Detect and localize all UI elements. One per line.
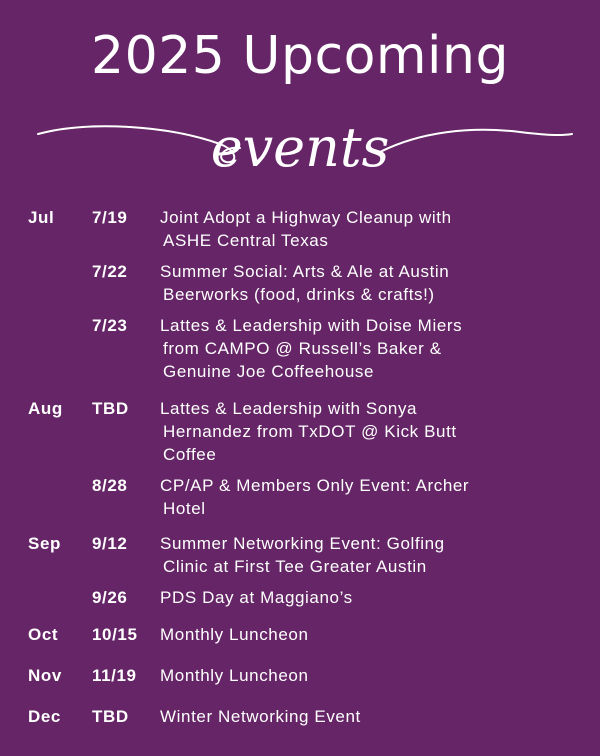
event-description [160, 206, 580, 252]
event-description-line: from CAMPO @ Russell’s Baker & [163, 339, 442, 358]
event-description-line: Hernandez from TxDOT @ Kick Butt [163, 422, 457, 441]
event-date: 7/19 [92, 208, 128, 227]
event-description-line: Coffee [163, 445, 217, 464]
event-description-line: Summer Social: Arts & Ale at Austin [160, 262, 450, 281]
event-row [0, 206, 600, 252]
poster-title: 2025 Upcoming [91, 26, 509, 86]
script-word: events [210, 116, 390, 179]
month-group [0, 664, 600, 687]
month-group [0, 705, 600, 728]
month-group [0, 532, 600, 609]
event-row [0, 397, 600, 466]
decorative-flourish [0, 112, 600, 192]
event-description-line: ASHE Central Texas [163, 231, 329, 250]
event-description-line: Genuine Joe Coffeehouse [163, 362, 375, 381]
event-date: 11/19 [92, 666, 137, 685]
event-date: 7/23 [92, 316, 128, 335]
event-row [0, 623, 600, 646]
month-group [0, 623, 600, 646]
event-description-line: Monthly Luncheon [160, 625, 309, 644]
event-row [0, 474, 600, 520]
event-date: 8/28 [92, 476, 128, 495]
event-description [160, 474, 580, 520]
event-description [160, 664, 580, 687]
event-row [0, 586, 600, 609]
event-description [160, 532, 580, 578]
event-description-line: Lattes & Leadership with Sonya [160, 399, 418, 418]
month-label: Jul [28, 208, 55, 227]
event-description-line: PDS Day at Maggiano’s [160, 588, 353, 607]
event-description [160, 397, 580, 466]
month-label: Aug [28, 399, 63, 418]
month-group [0, 206, 600, 383]
event-description-line: Summer Networking Event: Golfing [160, 534, 445, 553]
event-description-line: Hotel [163, 499, 206, 518]
month-label: Dec [28, 707, 61, 726]
events-list [0, 206, 600, 728]
event-row [0, 664, 600, 687]
script-heading [0, 112, 600, 192]
month-label: Oct [28, 625, 59, 644]
event-description-line: Joint Adopt a Highway Cleanup with [160, 208, 452, 227]
event-description-line: Beerworks (food, drinks & crafts!) [163, 285, 435, 304]
event-description-line: Winter Networking Event [160, 707, 361, 726]
event-description-line: Clinic at First Tee Greater Austin [163, 557, 427, 576]
event-description-line: Monthly Luncheon [160, 666, 309, 685]
event-date: TBD [92, 399, 129, 418]
event-date: 7/22 [92, 262, 128, 281]
event-date: 9/12 [92, 534, 128, 553]
event-row [0, 260, 600, 306]
event-date: 10/15 [92, 625, 138, 644]
month-label: Nov [28, 666, 62, 685]
month-label: Sep [28, 534, 61, 553]
event-description [160, 314, 580, 383]
month-group [0, 397, 600, 520]
event-date: TBD [92, 707, 129, 726]
event-description-line: Lattes & Leadership with Doise Miers [160, 316, 463, 335]
event-row [0, 705, 600, 728]
event-description-line: CP/AP & Members Only Event: Archer [160, 476, 470, 495]
right-swash [380, 130, 572, 152]
event-description [160, 586, 580, 609]
left-swash [38, 126, 240, 162]
event-date: 9/26 [92, 588, 128, 607]
event-row [0, 532, 600, 578]
event-row [0, 314, 600, 383]
event-description [160, 705, 580, 728]
event-description [160, 260, 580, 306]
event-description [160, 623, 580, 646]
